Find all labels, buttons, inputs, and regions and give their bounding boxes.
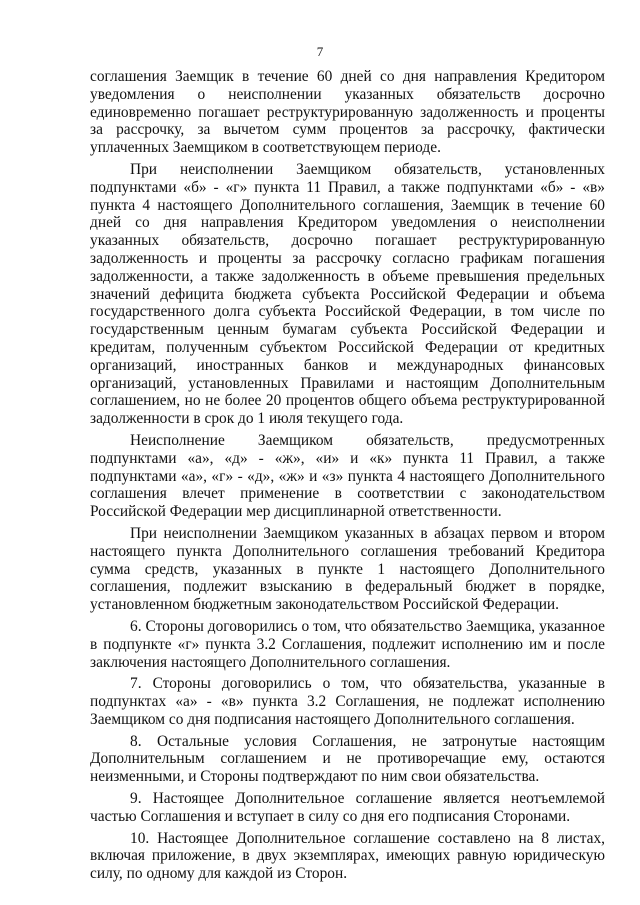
paragraph-disciplinary-liability: Неисполнение Заемщиком обязательств, предусмотренных подпунктами «а», «д» - «ж», «и» и «к» пункта 11 Правил, а также подпунктами «а», «г» - «д», «ж» и «з» пункта 4 настоящего Дополнительного соглашения влечет применение в соответствии с законодательством Российской Федерации мер дисциплинарной ответственности. [90,431,605,521]
page-number: 7 [316,44,324,59]
paragraph-item-10: 10. Настоящее Дополнительное соглашение составлено на 8 листах, включая приложение, в двух экземплярах, имеющих равную юридическую силу, по одному для каждой из Сторон. [90,829,605,883]
paragraph-item-8: 8. Остальные условия Соглашения, не затронутые настоящим Дополнительным соглашением и не противоречащие ему, остаются неизменными, и Стороны подтверждают по ним свои обязательства. [90,732,605,786]
paragraph-item-6: 6. Стороны договорились о том, что обязательство Заемщика, указанное в подпункте «г» пункта 3.2 Соглашения, подлежит исполнению им и после заключения настоящего Дополнительного соглашения. [90,617,605,671]
paragraph-item-7: 7. Стороны договорились о том, что обязательства, указанные в подпунктах «а» - «в» пункта 3.2 Соглашения, не подлежат исполнению Заемщиком со дня подписания настоящего Дополнительного соглашения. [90,675,605,728]
document-body [90,68,605,887]
paragraph-recovery: При неисполнении Заемщиком указанных в абзацах первом и втором настоящего пункта Дополнительного соглашения требований Кредитора сумма средств, указанных в пункте 1 настоящего Дополнительного соглашения, подлежит взысканию в федеральный бюджет в порядке, установленном бюджетным законодательством Российской Федерации. [90,524,605,614]
paragraph-item-9: 9. Настоящее Дополнительное соглашение является неотъемлемой частью Соглашения и вступает в силу со дня его подписания Сторонами. [90,790,605,825]
paragraph-early-repayment: При неисполнении Заемщиком обязательств, установленных подпунктами «б» - «г» пункта 11 Правил, а также подпунктами «б» - «в» пункта 4 настоящего Дополнительного соглашения, Заемщик в течение 60 дней со дня направления Кредитором уведомления о неисполнении указанных обязательств, досрочно погашает реструктурированную задолженность и проценты за рассрочку согласно графикам погашения задолженности, а также задолженность в объеме превышения предельных значений дефицита бюджета субъекта Российской Федерации и объема государственного долга субъекта Российской Федерации, в том числе по государственным ценным бумагам субъекта Российской Федерации и кредитам, полученным субъектом Российской Федерации от кредитных организаций, иностранных банков и международных финансовых организаций, установленных Правилами и настоящим Дополнительным соглашением, но не более 20 процентов общего объема реструктурированной задолженности в срок до 1 июля текущего года. [90,160,605,428]
paragraph-continuation: соглашения Заемщик в течение 60 дней со дня направления Кредитором уведомления о неисполнении указанных обязательств досрочно единовременно погашает реструктурированную задолженность и проценты за рассрочку, за вычетом сумм процентов за рассрочку, фактически уплаченных Заемщиком в соответствующем периоде. [90,68,605,157]
